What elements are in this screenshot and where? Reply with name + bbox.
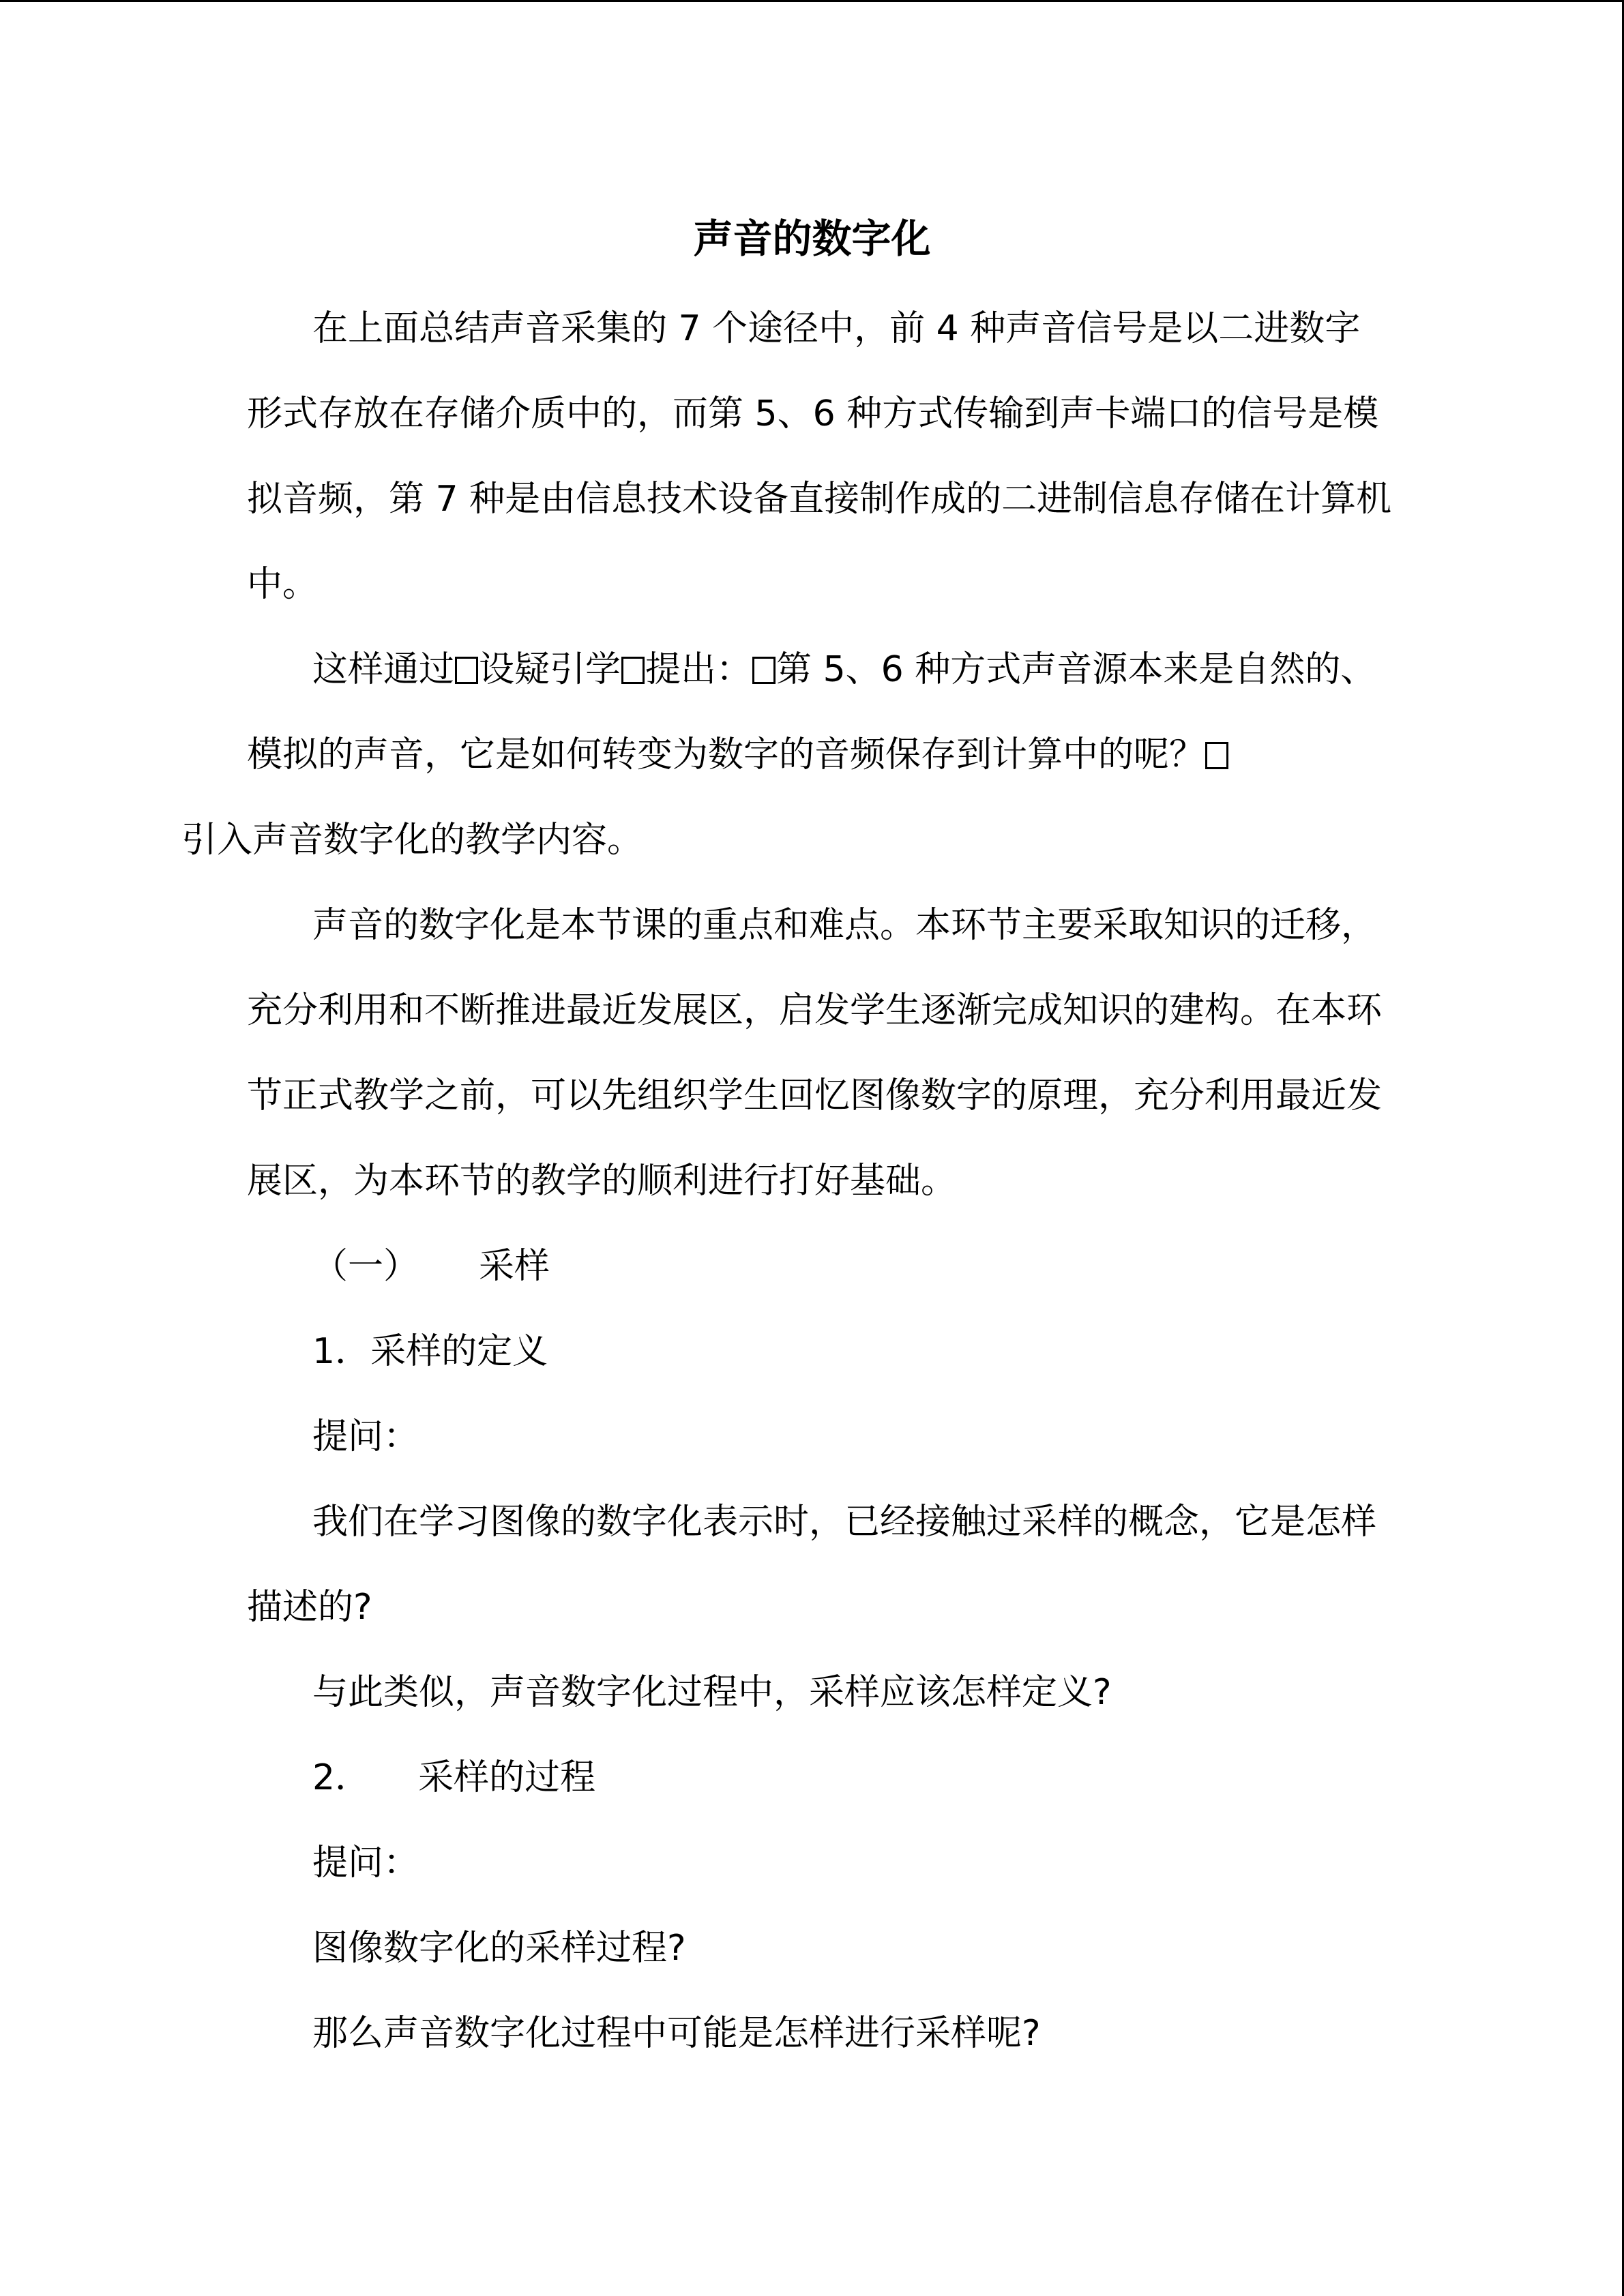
paragraph-1: 在上面总结声音采集的 7 个途径中，前 4 种声音信号是以二进数字形式存放在存储介质中的，而第 5、6 种方式传输到声卡端口的信号是模拟音频，第 7 种是由信息技术设备直接制作成的二进制信息存储在计算机中。 <box>247 308 1392 605</box>
missing-glyph-box <box>455 657 478 684</box>
missing-glyph-box <box>752 657 776 684</box>
item-2-heading <box>247 1735 1393 1821</box>
section-heading-sampling <box>247 1224 1393 1309</box>
paragraph-5: 与此类似，声音数字化过程中，采样应该怎样定义? <box>312 1672 1112 1713</box>
paragraph-3: 声音的数字化是本节课的重点和难点。本环节主要采取知识的迁移，充分利用和不断推进最近发展区，启发学生逐渐完成知识的建构。在本环节正式教学之前，可以先组织学生回忆图像数字的原理，充分利用最近发展区，为本环节的教学的顺利进行打好基础。 <box>247 905 1383 1202</box>
item-2-number: 2． <box>312 1757 371 1798</box>
paragraph-2-text-5: 引入声音数字化的教学内容。 <box>181 820 643 861</box>
paragraph-2-text-4: 第 5、6 种方式声音源本来是自然的、模拟的声音，它是如何转变为数字的音频保存到计算中的呢？ <box>247 649 1376 775</box>
paragraph-2-text-1: 这样通过 <box>312 649 455 690</box>
paragraph-7: 那么声音数字化过程中可能是怎样进行采样呢? <box>312 2013 1041 2054</box>
question-label-2: 提问： <box>312 1843 419 1883</box>
document-body <box>181 286 1393 2076</box>
paragraph-2-text-3: 提出： <box>645 649 752 690</box>
paragraph-2-text-2: 设疑引学 <box>479 649 621 690</box>
missing-glyph-box <box>621 657 645 684</box>
item-1-heading: 1．采样的定义 <box>312 1331 548 1372</box>
question-label-1: 提问： <box>312 1416 419 1457</box>
missing-glyph-box <box>1205 742 1228 769</box>
paragraph-2 <box>181 627 1393 883</box>
paragraph-6: 图像数字化的采样过程? <box>312 1928 686 1969</box>
paragraph-4: 我们在学习图像的数字化表示时，已经接触过采样的概念，它是怎样描述的? <box>247 1502 1377 1628</box>
section-number: （一） <box>312 1246 419 1287</box>
document-title: 声音的数字化 <box>693 215 931 262</box>
section-label: 采样 <box>479 1246 550 1287</box>
item-2-label: 采样的过程 <box>418 1757 596 1798</box>
